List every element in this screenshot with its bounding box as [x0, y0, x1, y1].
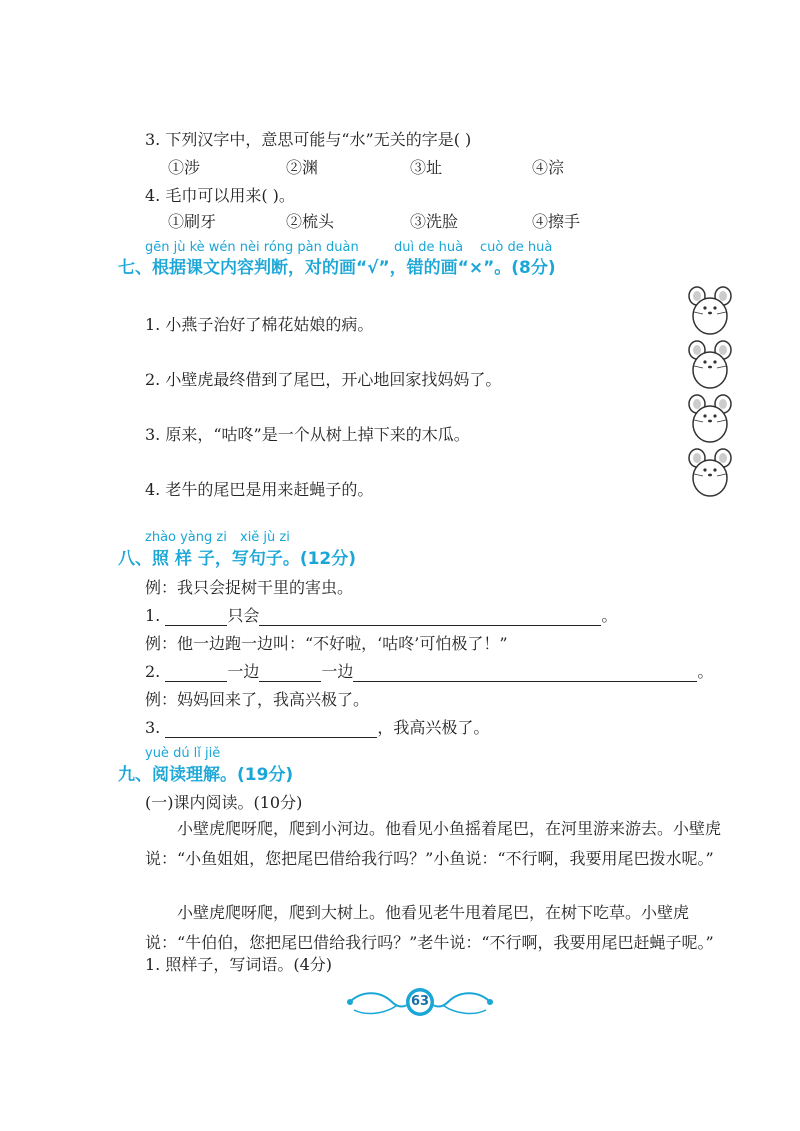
rewrite-question-3 [145, 718, 489, 738]
answer-blank[interactable] [259, 665, 321, 682]
q2-word-1: 一边 [227, 662, 260, 681]
section7-pinyin-3: cuò de huà [480, 240, 553, 255]
judge-item-4: 4. 老牛的尾巴是用来赶蝇子的。 [145, 480, 374, 499]
rewrite-question-1 [145, 606, 617, 626]
question-3-text: 3. 下列汉字中，意思可能与“水”无关的字是( ) [145, 130, 472, 149]
rewrite-question-2 [145, 662, 713, 682]
example-1: 例：我只会捉树干里的害虫。 [145, 578, 354, 597]
q4-option-3: ③洗脸 [410, 212, 459, 231]
answer-blank[interactable] [353, 665, 697, 682]
mouse-face-icon[interactable] [688, 284, 732, 336]
reading-paragraph-2: 小壁虎爬呀爬，爬到大树上。他看见老牛甩着尾巴，在树下吃草。小壁虎说：“牛伯伯，您把尾巴借给我行吗？”老牛说：“不行啊，我要用尾巴赶蝇子呢。” [145, 903, 714, 952]
answer-blank[interactable] [165, 609, 227, 626]
q4-option-2: ②梳头 [286, 212, 335, 231]
q1-word: 只会 [227, 606, 260, 625]
section9-pinyin: yuè dú lǐ jiě [145, 746, 221, 761]
judge-item-1: 1. 小燕子治好了棉花姑娘的病。 [145, 315, 374, 334]
judge-item-2: 2. 小壁虎最终借到了尾巴，开心地回家找妈妈了。 [145, 370, 502, 389]
q3-tail: ，我高兴极了。 [377, 718, 490, 737]
answer-blank[interactable] [165, 721, 377, 738]
q2-number: 2. [145, 662, 161, 681]
section7-heading: 七、根据课文内容判断，对的画“√”，错的画“×”。(8分) [118, 258, 556, 278]
answer-blank[interactable] [259, 609, 601, 626]
section7-pinyin-2: duì de huà [394, 240, 464, 255]
section7-pinyin-1: gēn jù kè wén nèi róng pàn duàn [145, 240, 359, 255]
q4-option-4: ④擦手 [532, 212, 581, 231]
judge-item-3: 3. 原来，“咕咚”是一个从树上掉下来的木瓜。 [145, 425, 470, 444]
q4-option-1: ①刷牙 [168, 212, 217, 231]
answer-blank[interactable] [165, 665, 227, 682]
page-number: 63 [410, 994, 430, 1009]
page-number-ornament [340, 980, 500, 1022]
example-3: 例：妈妈回来了，我高兴极了。 [145, 690, 370, 709]
mouse-face-icon[interactable] [688, 392, 732, 444]
reading-question-1: 1. 照样子，写词语。(4分) [145, 955, 333, 974]
example-2: 例：他一边跑一边叫：“不好啦，‘咕咚’可怕极了！” [145, 634, 508, 653]
section9-heading: 九、阅读理解。(19分) [118, 765, 294, 785]
mouse-face-icon[interactable] [688, 338, 732, 390]
question-4-text: 4. 毛巾可以用来( )。 [145, 186, 295, 205]
q3-number: 3. [145, 718, 161, 737]
q3-option-1: ①涉 [168, 158, 201, 177]
section8-pinyin-1: zhào yàng zi [145, 530, 227, 545]
q3-option-3: ③址 [410, 158, 443, 177]
section8-pinyin-2: xiě jù zi [240, 530, 290, 545]
q3-option-2: ②渊 [286, 158, 319, 177]
q2-word-2: 一边 [321, 662, 354, 681]
q1-end: 。 [601, 606, 618, 625]
q1-number: 1. [145, 606, 161, 625]
reading-sub-heading: (一)课内阅读。(10分) [145, 793, 303, 812]
mouse-face-icon[interactable] [688, 446, 732, 498]
section8-heading: 八、照 样 子，写句子。(12分) [118, 549, 357, 569]
reading-paragraph-1: 小壁虎爬呀爬，爬到小河边。他看见小鱼摇着尾巴，在河里游来游去。小壁虎说：“小鱼姐姐，您把尾巴借给我行吗？”小鱼说：“不行啊，我要用尾巴拨水呢。” [145, 819, 722, 868]
q3-option-4: ④淙 [532, 158, 565, 177]
q2-end: 。 [697, 662, 714, 681]
